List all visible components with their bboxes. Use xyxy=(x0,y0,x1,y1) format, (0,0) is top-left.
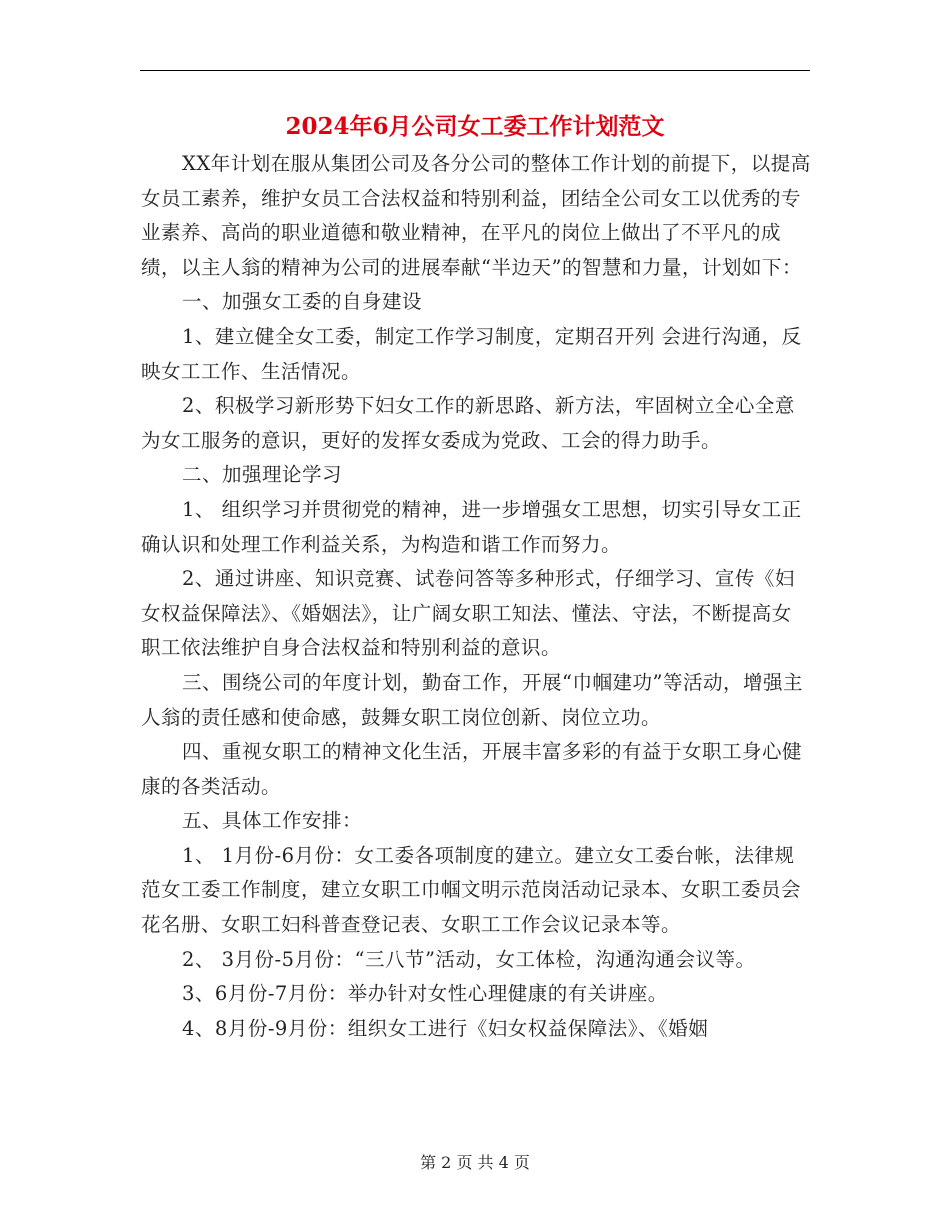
section-heading-5: 五、具体工作安排： xyxy=(182,809,363,833)
header-rule xyxy=(140,70,810,71)
document-body xyxy=(141,147,811,1046)
schedule-item: 2、 3月份-5月份：“三八节”活动，女工体检，沟通沟通会议等。 xyxy=(182,947,756,971)
section-heading-1: 一、加强女工委的自身建设 xyxy=(182,290,423,314)
section-paragraph-4: 四、重视女职工的精神文化生活，开展丰富多彩的有益于女职工身心健康的各类活动。 xyxy=(141,740,803,798)
page-number: 第 2 页 共 4 页 xyxy=(420,1153,530,1172)
section-heading-2: 二、加强理论学习 xyxy=(182,463,343,487)
paragraph: 1、建立健全女工委，制定工作学习制度，定期召开列 会进行沟通，反映女工工作、生活情况。 xyxy=(141,324,802,383)
schedule-item: 3、6月份-7月份：举办针对女性心理健康的有关讲座。 xyxy=(182,982,668,1006)
schedule-item: 1、 1月份-6月份：女工委各项制度的建立。建立女工委台帐，法律规范女工委工作制度，建立女职工巾帼文明示范岗活动记录本、女职工委员会花名册、女职工妇科普查登记表、女职工工作会议记录本等。 xyxy=(141,843,802,937)
schedule-item: 4、8月份-9月份：组织女工进行《妇女权益保障法》、《婚姻 xyxy=(182,1016,709,1040)
paragraph: 1、 组织学习并贯彻党的精神，进一步增强女工思想，切实引导女工正确认识和处理工作利益关系，为构造和谐工作而努力。 xyxy=(141,497,802,556)
section-paragraph-3: 三、围绕公司的年度计划，勤奋工作，开展“巾帼建功”等活动，增强主人翁的责任感和使命感，鼓舞女职工岗位创新、岗位立功。 xyxy=(141,670,803,729)
paragraph: 2、通过讲座、知识竞赛、试卷问答等多种形式，仔细学习、宣传《妇女权益保障法》、《婚姻法》，让广阔女职工知法、懂法、守法，不断提高女职工依法维护自身合法权益和特别利益的意识。 xyxy=(141,567,795,660)
paragraph: 2、积极学习新形势下妇女工作的新思路、新方法，牢固树立全心全意为女工服务的意识，更好的发挥女委成为党政、工会的得力助手。 xyxy=(141,394,795,452)
document-title: 2024年6月公司女工委工作计划范文 xyxy=(285,113,665,140)
intro-paragraph: XX年计划在服从集团公司及各分公司的整体工作计划的前提下，以提高女员工素养，维护女员工合法权益和特别利益，团结全公司女工以优秀的专业素养、高尚的职业道德和敬业精神，在平凡的岗位上做出了不平凡的成绩，以主人翁的精神为公司的进展奉献“半边天”的智慧和力量，计划如下： xyxy=(141,152,811,279)
